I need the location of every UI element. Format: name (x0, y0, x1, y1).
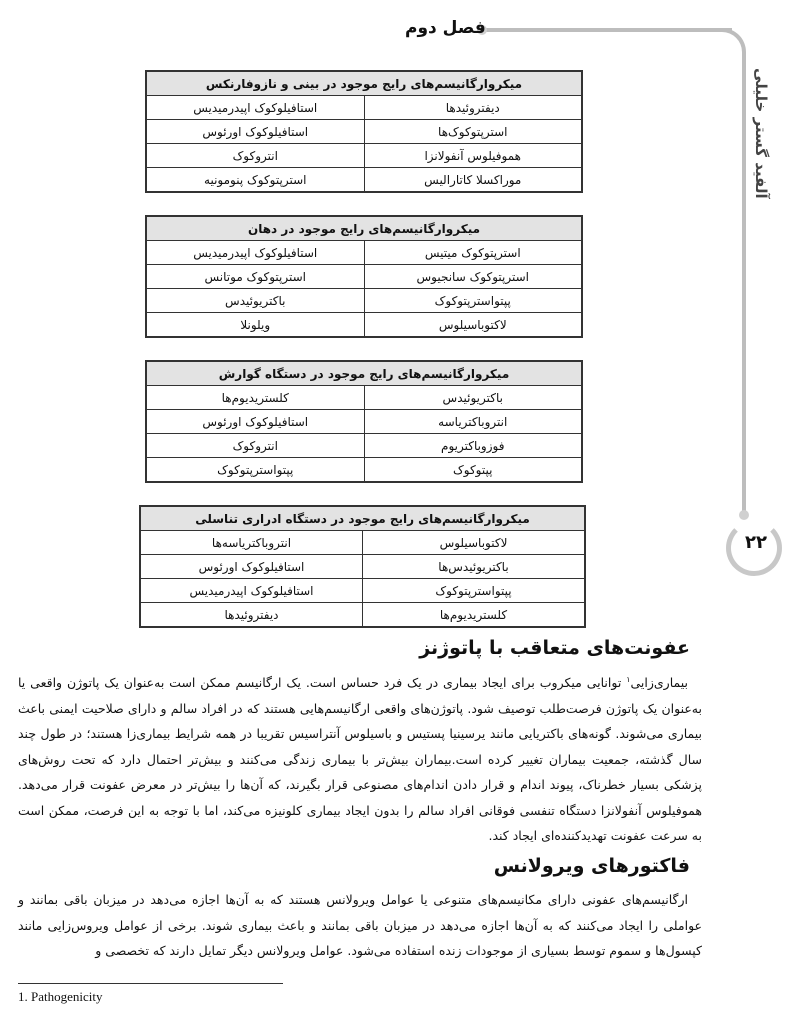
side-rail (742, 54, 746, 514)
table-row (146, 313, 582, 338)
table-cell: لاکتوباسیلوس (363, 531, 586, 555)
table-cell: انتروباکتریاسه (364, 410, 582, 434)
table-cell: موراکسلا کاتارالیس (364, 168, 582, 193)
table-cell: باکتریوئیدس (364, 386, 582, 410)
table-row (146, 410, 582, 434)
table-row (146, 120, 582, 144)
paragraph-pathogenesis (18, 667, 702, 849)
table-cell: ویلونلا (146, 313, 364, 338)
table-nasopharynx (145, 70, 583, 193)
table-row (146, 289, 582, 313)
table-cell: پپتواسترپتوکوک (146, 458, 364, 483)
table-cell: کلستریدیوم‌ها (146, 386, 364, 410)
table-cell: استافیلوکوک اورئوس (146, 120, 364, 144)
section-heading-virulence: فاکتورهای ویرولانس (493, 855, 690, 877)
table-row (146, 265, 582, 289)
table-cell: کلستریدیوم‌ها (363, 603, 586, 628)
paragraph-text: توانایی میکروب برای ایجاد بیماری در یک فرد حساس است. یک ارگانیسم ممکن است به‌عنوان یک پاتوژن واقعی یا به‌عنوان یک پاتوژن فرصت‌طلب توصیف شود. پاتوژن‌های واقعی ارگانیسم‌هایی هستند که در افراد سالم و دارای صلاحیت ایمنی باعث بیماری می‌شوند. گونه‌های باکتریایی مانند یرسینیا پستیس و باسیلوس آنتراسیس تقریبا در همه شرایط بیماری‌زا هستند؛ در طول چند سال گذشته، جمعیت بیماران تغییر کرده است.بیماران بیش‌تر با بیماری زندگی می‌کنند و بیش‌تر احتمال دارد که تحت روش‌های پزشکی بسیار خطرناک، پیوند اندام و قرار دادن اندام‌های مصنوعی قرار بگیرند، که آن‌ها را بیش‌تر در معرض عفونت قرار می‌دهد. هموفیلوس آنفولانزا دستگاه تنفسی فوقانی افراد سالم را بدون ایجاد بیماری کلونیزه می‌کند، اما با توجه به این فرصت، ممکن است به سرعت عفونت تهدیدکننده‌ای ایجاد کند. (18, 675, 702, 844)
table-title: میکروارگانیسم‌های رایج موجود در بینی و نازوفارنکس (146, 71, 582, 96)
table-cell: استافیلوکوک اورئوس (140, 555, 363, 579)
table-cell: باکتریوئیدس‌ها (363, 555, 586, 579)
table-title: میکروارگانیسم‌های رایج موجود در دهان (146, 216, 582, 241)
table-cell: استرپتوکوک‌ها (364, 120, 582, 144)
table-cell: استافیلوکوک اپیدرمیدیس (146, 241, 364, 265)
table-row (146, 144, 582, 168)
table-row (140, 555, 585, 579)
section-heading-pathogenesis: عفونت‌های متعاقب با پاتوژنز (419, 637, 690, 659)
paragraph-virulence: ارگانیسم‌های عفونی دارای مکانیسم‌های متنوعی یا عوامل ویرولانس هستند که به آن‌ها اجازه می‌دهد در میزبان باقی بمانند و عواملی را ایجاد می‌کنند که به آن‌ها اجازه می‌دهد در میزبان باقی بمانند و باعث بیماری شوند. برخی از عوامل ویروس‌زایی مانند کپسول‌ها و سموم توسط بسیاری از موجودات زنده استفاده می‌شود. عوامل ویرولانس دیگر تمایل دارند که تخصصی و (18, 892, 702, 958)
table-cell: پپتوکوک (364, 458, 582, 483)
chapter-title: فصل دوم (405, 18, 486, 38)
header-rail-corner (718, 28, 746, 56)
table-urogenital (139, 505, 586, 628)
table-cell: پپتواسترپتوکوک (363, 579, 586, 603)
table-cell: لاکتوباسیلوس (364, 313, 582, 338)
table-row (146, 458, 582, 483)
footnote: 1. Pathogenicity (18, 989, 103, 1004)
table-row (140, 579, 585, 603)
book-side-title: آلفید گستر خلیلی (752, 68, 770, 199)
page-number: ۲۲ (745, 532, 767, 553)
side-rail-dot (739, 510, 749, 520)
footnote-divider (18, 983, 283, 984)
table-row (146, 386, 582, 410)
table-cell: استرپتوکوک پنومونیه (146, 168, 364, 193)
table-row (146, 241, 582, 265)
table-row (146, 168, 582, 193)
table-cell: فوزوباکتریوم (364, 434, 582, 458)
table-cell: استافیلوکوک اورئوس (146, 410, 364, 434)
table-cell: دیفتروئیدها (140, 603, 363, 628)
lead-term: بیماری‌زایی (630, 675, 688, 691)
table-cell: دیفتروئیدها (364, 96, 582, 120)
table-row (140, 603, 585, 628)
table-digestive (145, 360, 583, 483)
header-rail (482, 28, 732, 32)
table-row (146, 434, 582, 458)
table-cell: استرپتوکوک میتیس (364, 241, 582, 265)
table-cell: پپتواسترپتوکوک (364, 289, 582, 313)
table-mouth (145, 215, 583, 338)
table-row (146, 96, 582, 120)
table-title: میکروارگانیسم‌های رایج موجود در دستگاه ادراری تناسلی (140, 506, 585, 531)
table-cell: استافیلوکوک اپیدرمیدیس (146, 96, 364, 120)
table-cell: استافیلوکوک اپیدرمیدیس (140, 579, 363, 603)
table-row (140, 531, 585, 555)
table-title: میکروارگانیسم‌های رایج موجود در دستگاه گوارش (146, 361, 582, 386)
table-cell: استرپتوکوک موتانس (146, 265, 364, 289)
table-cell: انتروکوک (146, 434, 364, 458)
table-cell: انتروباکتریاسه‌ها (140, 531, 363, 555)
table-cell: هموفیلوس آنفولانزا (364, 144, 582, 168)
table-cell: باکتریوئیدس (146, 289, 364, 313)
table-cell: استرپتوکوک سانجیوس (364, 265, 582, 289)
table-cell: انتروکوک (146, 144, 364, 168)
footnote-marker[interactable]: ۱ (626, 675, 631, 684)
